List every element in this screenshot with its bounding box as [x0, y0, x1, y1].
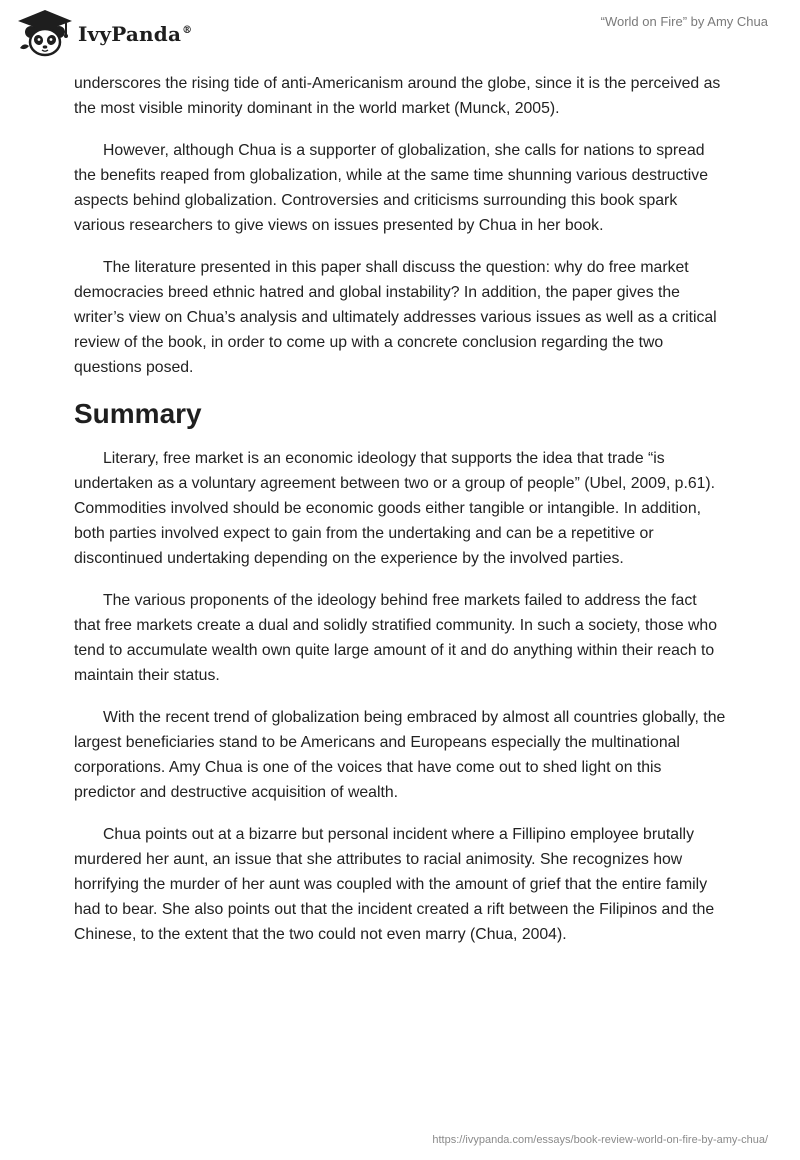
paragraph: Chua points out at a bizarre but personal incident where a Fillipino employee brutally murdered her aunt, an issue that she attributes to racial animosity. She recognizes how horrifying the murder of her aunt was coupled with the amount of grief that the entire family had to bear. She also points out that the incident created a rift between the Filipinos and the Chinese, to the extent that the two could not even marry (Chua, 2004).: [74, 826, 715, 943]
page-header: [0, 0, 800, 64]
paragraph-continued: underscores the rising tide of anti-Americanism around the globe, since it is the perceived as the most visible minority dominant in the world market (Munck, 2005).: [74, 75, 721, 117]
paragraph: Literary, free market is an economic ideology that supports the idea that trade “is undertaken as a voluntary agreement between two or a group of people” (Ubel, 2009, p.61). Commodities involved should be economic goods either tangible or intangible. In addition, both parties involved expect to gain from the undertaking and can be a repetitive or discontinued undertaking depending on the experience by the involved parties.: [74, 450, 716, 567]
source-url[interactable]: https://ivypanda.com/essays/book-review-world-on-fire-by-amy-chua/: [432, 1134, 768, 1146]
paragraph: The various proponents of the ideology behind free markets failed to address the fact that free markets create a dual and solidly stratified community. In such a society, those who tend to accumulate wealth own quite large amount of it and do anything within their reach to maintain their status.: [74, 592, 718, 684]
section-heading-summary: Summary: [74, 398, 202, 429]
registered-mark: ®: [182, 25, 193, 37]
panda-graduation-cap-icon: [14, 8, 76, 58]
running-title: “World on Fire” by Amy Chua: [600, 14, 768, 29]
paragraph: With the recent trend of globalization being embraced by almost all countries globally, the largest beneficiaries stand to be Americans and Europeans especially the multinational corporations. Amy Chua is one of the voices that have come out to shed light on this predictor and destructive acquisition of wealth.: [74, 709, 726, 801]
paragraph: The literature presented in this paper shall discuss the question: why do free market democracies breed ethnic hatred and global instability? In addition, the paper gives the writer’s view on Chua’s analysis and ultimately addresses various issues as well as a critical review of the book, in order to come up with a concrete conclusion regarding the two questions posed.: [74, 259, 717, 376]
essay-body: [74, 71, 726, 964]
brand-logo[interactable]: [14, 8, 192, 58]
paragraph: However, although Chua is a supporter of globalization, she calls for nations to spread the benefits reaped from globalization, while at the same time shunning various destructive aspects behind globalization. Controversies and criticisms surrounding this book spark various researchers to give views on issues presented by Chua in her book.: [74, 142, 708, 234]
brand-name: IvyPanda®: [78, 22, 193, 46]
